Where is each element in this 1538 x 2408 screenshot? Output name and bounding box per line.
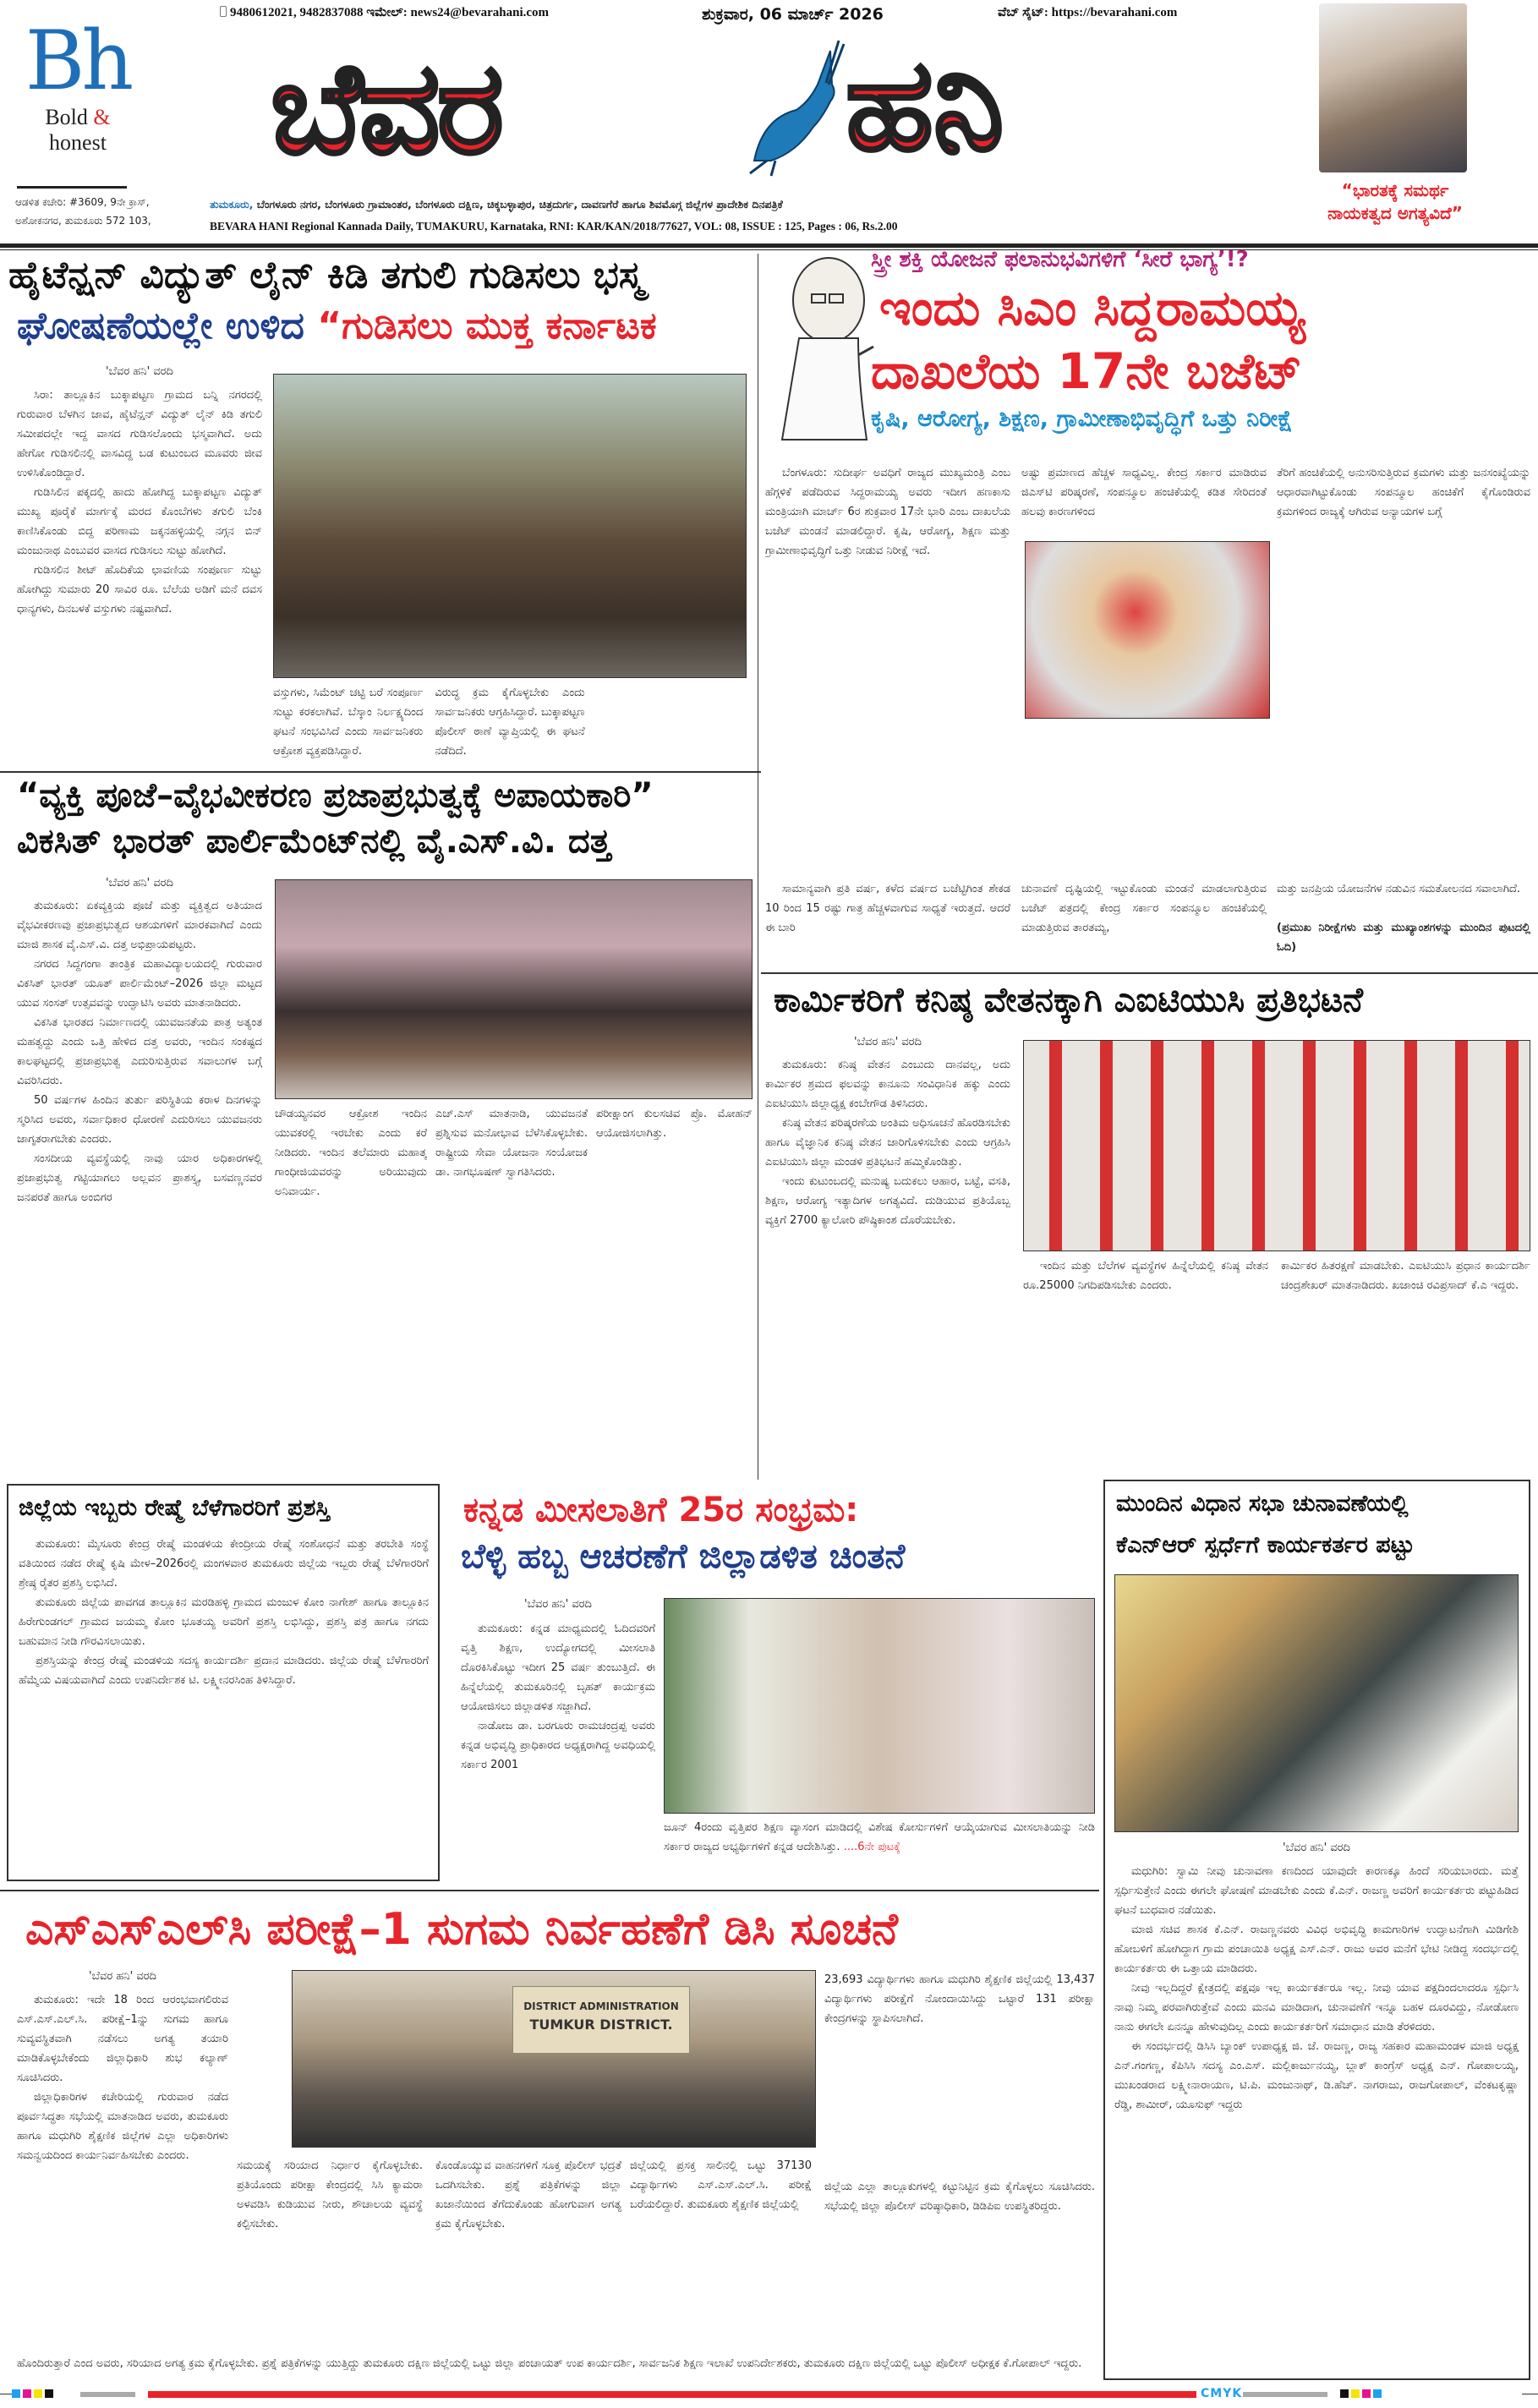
swatch-m: [23, 2389, 31, 2398]
burnt-hut-photo: [273, 374, 747, 678]
knr-para-4: ಈ ಸಂದರ್ಭದಲ್ಲಿ ಡಿಸಿಸಿ ಬ್ಯಾಂಕ್ ಉಪಾಧ್ಯಕ್ಷ ಜಿ. ಜೆ. ರಾಜಣ್ಣ, ರಾಜ್ಯ ಸಹಕಾರ ಮಹಾಮಂಡಳ ಮಾಜಿ ಅಧ್ಯಕ್ಷ ಎನ್.ಗಂಗಣ್ಣ, ಕೆಪಿಸಿಸಿ ಸದಸ್ಯ ಎಂ.ಎಸ್. ಮಲ್ಲಿಕಾರ್ಜುನಯ್ಯ, ಬ್ಲಾಕ್ ಕಾಂಗ್ರೆಸ್ ಅಧ್ಯಕ್ಷ ಎನ್. ಗೋಪಾಲಯ್ಯ, ಮುಖಂಡರಾದ ಲಕ್ಷ್ಮೀನಾರಾಯಣ, ಟಿ.ಪಿ. ಮಂಜುನಾಥ್, ಡಿ.ಹೆಚ್. ನಾಗರಾಜು, ರಾಜಗೋಪಾಲ್, ವೆಂಕಟಕೃಷ್ಣಾ ರೆಡ್ಡಿ, ಶಾಮೀರ್, ಯೂಸುಫ್ ಇದ್ದರು: [1114, 2040, 1519, 2111]
hut-para-3: ಗುಡಿಸಲಿನ ಶೀಟ್ ಹೊದಿಕೆಯ ಛಾವಣಿಯ ಸಂಪೂರ್ಣ ಸುಟ್ಟು ಹೋಗಿದ್ದು ಸುಮಾರು 20 ಸಾವಿರ ರೂ. ಬೆಲೆಯ ಅಡಿಗೆ ಮನೆ ದವಸ ಧಾನ್ಯಗಳು, ದಿನಬಳಕೆ ವಸ್ತುಗಳು ನಷ್ಟವಾಗಿದೆ.: [17, 564, 262, 616]
section-divider-aituc: [761, 972, 1538, 974]
datta-col-3: ಎಚ್.ಎಸ್ ಮಾತನಾಡಿ, ಯುವಜನತೆ ಪ್ರಶ್ನಿಸುವ ಮನೋಭಾವ ಬೆಳೆಸಿಕೊಳ್ಳಬೇಕು. ರಾಷ್ಟ್ರೀಯ ಸೇವಾ ಯೋಜನಾ ಸಂಯೋಜಕ ಡಾ. ನಾಗಭೂಷಣ್ ಸ್ವಾಗತಿಸಿದರು.: [435, 1108, 588, 1179]
photo-banner-line-2: TUMKUR DISTRICT.: [529, 2017, 673, 2033]
silk-para-1: ತುಮಕೂರು: ಮೈಸೂರು ಕೇಂದ್ರ ರೇಷ್ಮೆ ಮಂಡಳಿಯ ಕೇಂದ್ರೀಯ ರೇಷ್ಮೆ ಸಂಶೋಧನೆ ಮತ್ತು ತರಬೇತಿ ಸಂಸ್ಥೆ ವತಿಯಿಂದ ನಡೆದ ರೇಷ್ಮೆ ಕೃಷಿ ಮೇಳ–2026ರಲ್ಲಿ ಮಂಗಳವಾರ ತುಮಕೂರು ಜಿಲ್ಲೆಯ ಇಬ್ಬರು ರೇಷ್ಮೆ ಬೆಳೆಗಾರರಿಗೆ ಶ್ರೇಷ್ಠ ರೈತರ ಪ್ರಶಸ್ತಿ ಲಭಿಸಿದೆ.: [19, 1538, 429, 1590]
knr-para-2: ಮಾಜಿ ಸಚಿವ ಶಾಸಕ ಕೆ.ಎನ್. ರಾಜಣ್ಣನವರು ವಿವಿಧ ಅಭಿವೃದ್ಧಿ ಕಾಮಗಾರಿಗಳ ಉದ್ಘಾಟನೆಗಾಗಿ ಮಿಡಿಗೇಶಿ ಹೋಬಳಿಗೆ ಹೋಗಿದ್ದಾಗ ಗ್ರಾಮ ಪಂಚಾಯಿತಿ ಅಧ್ಯಕ್ಷ ಎಸ್.ಎನ್. ರಾಜು ಅವರ ಮನೆಗೆ ಭೇಟಿ ನೀಡಿದ್ದ ಸಂದರ್ಭದಲ್ಲಿ ಕಾರ್ಯಕರ್ತರು ಈ ಒತ್ತಾಯ ಮಾಡಿದರು.: [1114, 1924, 1519, 1975]
sslc-col-2: ಸಮಯಕ್ಕೆ ಸರಿಯಾದ ನಿರ್ಧಾರ ಕೈಗೊಳ್ಳಬೇಕು. ಪ್ರತಿಯೊಂದು ಪರೀಕ್ಷಾ ಕೇಂದ್ರದಲ್ಲಿ ಸಿಸಿ ಕ್ಯಾಮರಾ ಅಳವಡಿಸಿ ಕುಡಿಯುವ ನೀರು, ಶೌಚಾಲಯ ವ್ಯವಸ್ಥೆ ಕಲ್ಪಿಸಬೇಕು.: [237, 2159, 423, 2230]
aituc-col-2: ಇಂದಿನ ಮತ್ತು ಬೆಲೆಗಳ ವ್ಯವಸ್ಥೆಗಳ ಹಿನ್ನೆಲೆಯಲ್ಲಿ ಕನಿಷ್ಠ ವೇತನ ರೂ.25000 ನಿಗದಿಪಡಿಸಬೇಕು ಎಂದರು.: [1023, 1260, 1268, 1292]
hut-headline-2a: ಘೋಷಣೆಯಲ್ಲೇ ಉಳಿದ: [17, 304, 304, 348]
hut-byline: 'ಬೆವರ ಹನಿ' ವರದಿ: [106, 365, 173, 378]
sslc-byline: 'ಬೆವರ ಹನಿ' ವರದಿ: [89, 1970, 156, 1983]
cmyk-text: CMYK: [1201, 2387, 1243, 2400]
datta-para-5: ಸಂಸದೀಯ ವ್ಯವಸ್ಥೆಯಲ್ಲಿ ನಾವು ಯಾರ ಅಧಿಕಾರಗಳಲ್ಲಿ ಪ್ರಜಾಪ್ರಭುತ್ವ ಗಟ್ಟಿಯಾಗಲು ಅಲ್ಲವನ ಪ್ರಾಶಸ್ತ್ಯ, ಬಸವಣ್ಣನವರ ಜನಪರತೆ ಹಾಗೂ ಅಂಬಿಗರ: [17, 1152, 262, 1204]
datta-para-3: ವಿಕಸಿತ ಭಾರತದ ನಿರ್ಮಾಣದಲ್ಲಿ ಯುವಜನತೆಯ ಪಾತ್ರ ಅತ್ಯಂತ ಮಹತ್ವದ್ದು ಎಂದು ಒತ್ತಿ ಹೇಳಿದ ದತ್ತ ಅವರು, ಇಂದಿನ ಸಂಕಷ್ಟದ ಕಾಲಘಟ್ಟದಲ್ಲಿ ಪ್ರಜಾಪ್ರಭುತ್ವ ಎದುರಿಸುತ್ತಿರುವ ಸವಾಲುಗಳ ಬಗ್ಗೆ ವಿವರಿಸಿದರು.: [17, 1016, 262, 1087]
hut-headline-2b: “ಗುಡಿಸಲು ಮುಕ್ತ ಕರ್ನಾಟಕ: [317, 304, 657, 348]
knr-para-3: ನೀವು ಇಲ್ಲದಿದ್ದರೆ ಕ್ಷೇತ್ರದಲ್ಲಿ ಪಕ್ಷವೂ ಇಲ್ಲ ಕಾರ್ಯಕರ್ತರೂ ಇಲ್ಲ. ನೀವು ಯಾವ ಪಕ್ಷದಿಂದಲಾದರೂ ಸ್ಪರ್ಧಿಸಿ ನಾವು ನಿಮ್ಮ ಪರವಾಗಿರುತ್ತೇವೆ ಎಂದು ಮನವಿ ಮಾಡಿದಾಗ, ಚುನಾವಣೆಗೆ ಇನ್ನೂ ಬಹಳ ದೂರವಿದ್ದು, ನೋಡೋಣ ನಾನು ಈಗಲೇ ಏನನ್ನೂ ಹೇಳುವುದಿಲ್ಲ ಎಂದು ಕಾರ್ಯಕರ್ತರಿಗೆ ಸಮಾಧಾನ ಮಾಡಿ ತೆರಳಿದರು.: [1114, 1982, 1519, 2033]
budget-col-6: ಮತ್ತು ಜನಪ್ರಿಯ ಯೋಜನೆಗಳ ನಡುವಿನ ಸಮತೋಲನದ ಸವಾಲಾಗಿದೆ.: [1277, 883, 1521, 895]
cm-cartoon-icon: [765, 254, 875, 448]
datta-col-2: ಚೌಡಯ್ಯನವರ ಆಕ್ರೋಶ ಇಂದಿನ ಯುವಕರಲ್ಲಿ ಇರಬೇಕು ಎಂದು ಕರೆ ನೀಡಿದರು. ಇಂದಿನ ತಲೆಮಾರು ಮಹಾತ್ಮ ಗಾಂಧೀಜಿಯವರನ್ನು ಅರಿಯುವುದು ಅನಿವಾರ್ಯ.: [275, 1108, 427, 1198]
tagline-bold: Bold: [45, 105, 88, 129]
sslc-para-1: ತುಮಕೂರು: ಇದೇ 18 ರಿಂದ ಆರಂಭವಾಗಲಿರುವ ಎಸ್.ಎಸ್.ಎಲ್.ಸಿ. ಪರೀಕ್ಷೆ–1ನ್ನು ಸುಗಮ ಹಾಗೂ ಸುವ್ಯವಸ್ಥಿತವಾಗಿ ನಡೆಸಲು ಅಗತ್ಯ ತಯಾರಿ ಮಾಡಿಕೊಳ್ಳಬೇಕೆಂದು ಜಿಲ್ಲಾಧಿಕಾರಿ ಶುಭ ಕಲ್ಯಾಣ್ ಸೂಚಿಸಿದರು.: [17, 1994, 228, 2084]
knr-photo: [1114, 1574, 1519, 1832]
aituc-col-1: [765, 1055, 1010, 1486]
swatch-y2: [1351, 2389, 1360, 2398]
hut-para-2: ಗುಡಿಸಿಲಿನ ಪಕ್ಕದಲ್ಲಿ ಹಾದು ಹೋಗಿದ್ದ ಬುಕ್ಕಾಪಟ್ಟಣ ವಿದ್ಯುತ್ ಮುಖ್ಯ ಪೂರೈಕೆ ಮಾರ್ಗಕ್ಕೆ ಮರದ ಕೊಂಬೆಗಳು ತಗುಲಿ ಬೆಂಕಿ ಕಾಣಿಸಿಕೊಂಡು ಬಿದ್ದ ಪರಿಣಾಮ ಜಕ್ಕನಹಳ್ಳಿಯಲ್ಲಿ ನಗ್ಗನ ಬಿನ್ ಮಂಜುನಾಥ ಎಂಬುವರ ವಾಸದ ಗುಡಿಸಲು ಸುಟ್ಟು ಹೋಗಿದೆ.: [17, 486, 262, 557]
print-registration-bar: [0, 2389, 1538, 2400]
logo-tagline: [19, 105, 137, 156]
sslc-col-3: ಕೊಂಡೊಯ್ಯುವ ವಾಹನಗಳಿಗೆ ಸೂಕ್ತ ಪೊಲೀಸ್ ಭದ್ರತೆ ಒದಗಿಸಬೇಕು. ಪ್ರಶ್ನೆ ಪತ್ರಿಕೆಗಳನ್ನು ಜಿಲ್ಲಾ ಖಜಾನೆಯಿಂದ ತೆಗೆದುಕೊಂಡು ಹೋಗುವಾಗ ಅಗತ್ಯ ಕ್ರಮ ಕೈಗೊಳ್ಳಬೇಕು.: [435, 2159, 621, 2230]
silk-headline: ಜಿಲ್ಲೆಯ ಇಬ್ಬರು ರೇಷ್ಮೆ ಬೆಳೆಗಾರರಿಗೆ ಪ್ರಶಸ್ತಿ: [19, 1495, 331, 1521]
budget-col-3: ತೆರಿಗೆ ಹಂಚಿಕೆಯಲ್ಲಿ ಅನುಸರಿಸುತ್ತಿರುವ ಕ್ರಮಗಳು ಮತ್ತು ಜನಸಂಖ್ಯೆಯನ್ನು ಆಧಾರವಾಗಿಟ್ಟುಕೊಂಡು ಸಂಪನ್ಮೂಲ ಹಂಚಿಕೆಗೆ ಕೈಗೊಂಡಿರುವ ಕ್ರಮಗಳಿಂದ ರಾಜ್ಯಕ್ಕೆ ಆಗಿರುವ ಅನ್ಯಾಯಗಳ ಬಗ್ಗೆ: [1277, 467, 1530, 518]
aituc-para-2: ಕನಿಷ್ಠ ವೇತನ ಪರಿಷ್ಕರಣೆಯ ಅಂತಿಮ ಅಧಿಸೂಚನೆ ಹೊರಡಿಸಬೇಕು ಹಾಗೂ ವೈಜ್ಞಾನಿಕ ಕನಿಷ್ಠ ವೇತನ ಜಾರಿಗೊಳಿಸಬೇಕು ಎಂದು ಆಗ್ರಹಿಸಿ ಎಐಟಿಯುಸಿ ಜಿಲ್ಲಾ ಮಂಡಳಿ ಪ್ರತಿಭಟನೆ ಹಮ್ಮಿಕೊಂಡಿತ್ತು.: [765, 1117, 1010, 1168]
hut-para-4: ವಸ್ತುಗಳು, ಸಿಮೆಂಟ್ ಚಟ್ಟಿ ಬರೆ ಸಂಪೂರ್ಣ ಸುಟ್ಟು ಕರಕಲಾಗಿವೆ. ಬೆಸ್ಕಾಂ ನಿರ್ಲಕ್ಷ್ಯದಿಂದ ಘಟನೆ ಸಂಭವಿಸಿದೆ ಎಂದು ಸಾರ್ವಜನಿಕರು ಆಕ್ರೋಶ ವ್ಯಕ್ತಪಡಿಸಿದ್ದಾರೆ.: [273, 687, 424, 758]
aituc-headline: ಕಾರ್ಮಿಕರಿಗೆ ಕನಿಷ್ಠ ವೇತನಕ್ಕಾಗಿ ಎಐಟಿಯುಸಿ ಪ್ರತಿಭಟನೆ: [774, 981, 1363, 1020]
grey-bar-right: [1243, 2392, 1327, 2397]
kannada-caption-text: ಜೂನ್ 4ರಂದು ವೃತ್ತಿಪರ ಶಿಕ್ಷಣ ವ್ಯಾಸಂಗ ಮಾಡಿದಲ್ಲಿ ವಿಶೇಷ ಕೋರ್ಸುಗಳಿಗೆ ಆಯ್ಕೆಯಾಗುವ ಮೀಸಲಾತಿಯನ್ನು ನೀಡಿ ಸರ್ಕಾರ ರಾಜ್ಯದ ಅಭ್ಯರ್ಥಿಗಳಿಗೆ ಕನ್ನಡ ಆದೇಶಿಸಿತ್ತು.: [664, 1821, 1095, 1853]
aituc-para-3: ಇಂದು ಕುಟುಂಬದಲ್ಲಿ ಮನುಷ್ಯ ಬದುಕಲು ಆಹಾರ, ಬಟ್ಟೆ, ವಸತಿ, ಶಿಕ್ಷಣ, ಆರೋಗ್ಯ ಇತ್ಯಾದಿಗಳ ಅಗತ್ಯವಿದೆ. ದುಡಿಯುವ ಪ್ರತಿಯೊಬ್ಬ ವ್ಯಕ್ತಿಗೆ 2700 ಕ್ಯಾಲೋರಿ ಪೌಷ್ಠಿಕಾಂಶ ದೊರೆಯಬೇಕು.: [765, 1175, 1010, 1227]
swatches-right: [1340, 2389, 1382, 2398]
office-address: [15, 193, 184, 230]
sslc-col-6: ಜಿಲ್ಲೆಯ ಎಲ್ಲಾ ತಾಲ್ಲೂಕುಗಳಲ್ಲಿ ಕಟ್ಟುನಿಟ್ಟಿನ ಕ್ರಮ ಕೈಗೊಳ್ಳಲು ಸೂಚಿಸಿದರು. ಸಭೆಯಲ್ಲಿ ಜಿಲ್ಲಾ ಪೊಲೀಸ್ ವರಿಷ್ಠಾಧಿಕಾರಿ, ಡಿಡಿಪಿಐ ಉಪಸ್ಥಿತರಿದ್ದರು.: [824, 2181, 1095, 2213]
felicitation-photo: [664, 1598, 1095, 1814]
kannada-headline-1: ಕನ್ನಡ ಮೀಸಲಾತಿಗೆ 25ರ ಸಂಭ್ರಮ:: [463, 1491, 859, 1530]
kannada-caption: [664, 1818, 1095, 1877]
swatches-left: [12, 2389, 53, 2398]
knr-body: [1114, 1862, 1519, 2373]
sslc-tail-1: ಹೊಂದಿರುತ್ತಾರೆ ಎಂದ ಅವರು, ಸರಿಯಾದ ಅಗತ್ಯ ಕ್ರಮ ಕೈಗೊಳ್ಳಬೇಕು. ಪ್ರಶ್ನೆ ಪತ್ರಿಕೆಗಳನ್ನು ಯುತ್ತಿದ್ದು ತುಮಕೂರು ದಕ್ಷಿಣ ಜಿಲ್ಲೆಯಲ್ಲಿ ಒಟ್ಟು: [17, 2357, 492, 2370]
photo-banner: [512, 1986, 690, 2054]
cm-speech-photo: [1025, 541, 1270, 719]
kannada-col-1: [461, 1619, 655, 1864]
quote-line-1: “ಭಾರತಕ್ಕೆ ಸಮರ್ಥ: [1341, 180, 1449, 200]
district-list: ಬೆಂಗಳೂರು ನಗರ, ಬೆಂಗಳೂರು ಗ್ರಾಮಾಂತರ, ಬೆಂಗಳೂರು ದಕ್ಷಿಣ, ಚಿಕ್ಕಬಳ್ಳಾಪುರ, ಚಿತ್ರದುರ್ಗ, ದಾವಣಗೆರೆ ಹಾಗೂ ಶಿವಮೊಗ್ಗ ಜಿಲ್ಲೆಗಳ ಪ್ರಾದೇಶಿಕ ದಿನಪತ್ರಿಕೆ: [256, 198, 783, 211]
bh-logo: [19, 14, 137, 156]
district-home: ತುಮಕೂರು,: [210, 198, 254, 211]
datta-col-1: [17, 896, 262, 1488]
budget-col-1: ಬೆಂಗಳೂರು: ಸುದೀರ್ಘ ಅವಧಿಗೆ ರಾಜ್ಯದ ಮುಖ್ಯಮಂತ್ರಿ ಎಂಬ ಹೆಗ್ಗಳಿಕೆ ಪಡೆದಿರುವ ಸಿದ್ದರಾಮಯ್ಯ ಅವರು ಇದೀಗ ಹಣಕಾಸು ಮಂತ್ರಿಯಾಗಿ ಮಾರ್ಚ್ 6ರ ಶುಕ್ರವಾರ 17ನೇ ಭಾರಿ ಎಂಬ ದಾಖಲೆಯ ಬಜೆಟ್ ಮಂಡನೆ ಮಾಡಲಿದ್ದಾರೆ. ಕೃಷಿ, ಆರೋಗ್ಯ, ಶಿಕ್ಷಣ ಮತ್ತು ಗ್ರಾಮೀಣಾಭಿವೃದ್ಧಿಗೆ ಒತ್ತು ನೀಡುವ ನಿರೀಕ್ಷೆ ಇದೆ.: [765, 467, 1010, 557]
datta-headline-2: ವಿಕಸಿತ್ ಭಾರತ್ ಪಾರ್ಲಿಮೆಂಟ್‌ನಲ್ಲಿ ವೈ.ಎಸ್.ವಿ. ದತ್ತ: [17, 822, 611, 861]
silk-body: [19, 1535, 429, 1873]
coverage-districts: [210, 198, 783, 211]
aituc-para-1: ತುಮಕೂರು: ಕನಿಷ್ಠ ವೇತನ ಎಂಬುದು ದಾನವಲ್ಲ, ಅದು ಕಾರ್ಮಿಕರ ಶ್ರಮದ ಫಲವನ್ನು ಕಾನೂನು ಸಂವಿಧಾನಿಕ ಹಕ್ಕು ಎಂದು ಎಐಟಿಯುಸಿ ಜಿಲ್ಲಾಧ್ಯಕ್ಷ ಕಂಬೇಗೌಡ ತಿಳಿಸಿದರು.: [765, 1059, 1010, 1110]
hut-body-col1: [17, 386, 262, 698]
red-bar: [148, 2391, 1196, 2398]
portrait-photo: [1319, 3, 1467, 172]
address-line-1: ಆಡಳಿತ ಕಚೇರಿ: #3609, 9ನೇ ಕ್ರಾಸ್,: [15, 196, 150, 208]
kannada-para-2: ನಾಡೋಜ ಡಾ. ಬರಗೂರು ರಾಮಚಂದ್ರಪ್ಪ ಅವರು ಕನ್ನಡ ಅಭಿವೃದ್ಧಿ ಪ್ರಾಧಿಕಾರದ ಅಧ್ಯಕ್ಷರಾಗಿದ್ದ ಅವಧಿಯಲ್ಲಿ ಸರ್ಕಾರ 2001: [461, 1720, 655, 1771]
kannada-para-1: ತುಮಕೂರು: ಕನ್ನಡ ಮಾಧ್ಯಮದಲ್ಲಿ ಓದಿದವರಿಗೆ ವೃತ್ತಿ ಶಿಕ್ಷಣ, ಉದ್ಯೋಗದಲ್ಲಿ ಮೀಸಲಾತಿ ದೊರಕಿಸಿಕೊಟ್ಟು ಇದೀಗ 25 ವರ್ಷ ತುಂಬುತ್ತಿದೆ. ಈ ಹಿನ್ನೆಲೆಯಲ್ಲಿ ತುಮಕೂರಿನಲ್ಲಿ ಬೃಹತ್ ಕಾರ್ಯಕ್ರಮ ಆಯೋಜಿಸಲು ಜಿಲ್ಲಾಡಳಿತ ಸಜ್ಜಾಗಿದೆ.: [461, 1623, 655, 1713]
contact-info: [220, 5, 549, 20]
masthead-rule-thin: [0, 249, 1538, 250]
datta-para-2: ನಗರದ ಸಿದ್ದಗಂಗಾ ತಾಂತ್ರಿಕ ಮಹಾವಿದ್ಯಾಲಯದಲ್ಲಿ ಗುರುವಾರ ವಿಕಸಿತ್ ಭಾರತ್ ಯೂತ್ ಪಾರ್ಲಿಮೆಂಟ್–2026 ಜಿಲ್ಲಾ ಮಟ್ಟದ ಯುವ ಸಂಸತ್ ಉತ್ಸವವನ್ನು ಉದ್ಘಾಟಿಸಿ ಅವರು ಮಾತನಾಡಿದರು.: [17, 958, 262, 1010]
blackbuck-logo-icon: [737, 34, 856, 178]
hut-para-1: ಸಿರಾ: ತಾಲ್ಲೂಕಿನ ಬುಕ್ಕಾಪಟ್ಟಣ ಗ್ರಾಮದ ಬನ್ನಿ ನಗರದಲ್ಲಿ ಗುರುವಾರ ಬೆಳಗಿನ ಜಾವ, ಹೈಟೆನ್ಷನ್ ವಿದ್ಯುತ್ ಲೈನ್ ಕಿಡಿ ತಗುಲಿ ಸಮೀಪದಲ್ಲೇ ಇದ್ದ ವಾಸದ ಗುಡಿಸಲೊಂದು ಭಸ್ಮವಾಗಿದೆ. ಅದು ಹೇಗೋ ಗುಡಿಸಲಿನಲ್ಲಿ ವಾಸವಿದ್ದ ಬಡ ಕುಟುಂಬದ ಮೂವರು ಜೀವ ಉಳಿಸಿಕೊಂಡಿದ್ದಾರೆ.: [17, 389, 262, 479]
sslc-meeting-photo: [292, 1970, 816, 2148]
datta-col-4: ಪರೀಕ್ಷಾಂಗ ಕುಲಸಚಿವ ಪ್ರೊ. ಮೋಹನ್ ಆಯೋಜಿಸಲಾಗಿತ್ತು.: [596, 1108, 753, 1140]
hut-headline-2: [17, 304, 657, 348]
knr-byline: 'ಬೆವರ ಹನಿ' ವರದಿ: [1283, 1842, 1350, 1854]
swatch-k: [45, 2389, 53, 2398]
sslc-col-5: 23,693 ವಿದ್ಯಾರ್ಥಿಗಳು ಹಾಗೂ ಮಧುಗಿರಿ ಶೈಕ್ಷಣಿಕ ಜಿಲ್ಲೆಯಲ್ಲಿ 13,437 ವಿದ್ಯಾರ್ಥಿಗಳು ಪರೀಕ್ಷೆಗೆ ನೋಂದಾಯಿಸಿದ್ದು ಒಟ್ಟಾರೆ 131 ಪರೀಕ್ಷಾ ಕೇಂದ್ರಗಳನ್ನು ಸ್ಥಾಪಿಸಲಾಗಿದೆ.: [824, 1973, 1095, 2025]
sslc-col-1: [17, 1990, 228, 2375]
rni-line: BEVARA HANI Regional Kannada Daily, TUMAKURU, Karnataka, RNI: KAR/KAN/2018/77627, VOL: 08, ISSUE : 125, Pages : 06, Rs.2.00: [210, 220, 898, 233]
budget-col-4: ಸಾಮಾನ್ಯವಾಗಿ ಪ್ರತಿ ವರ್ಷ, ಕಳೆದ ವರ್ಷದ ಬಜೆಟ್ಟಿಗಿಂತ ಶೇಕಡ 10 ರಿಂದ 15 ರಷ್ಟು ಗಾತ್ರ ಹೆಚ್ಚಳವಾಗುವ ಸಾಧ್ಯತೆ ಇರುತ್ತದೆ. ಆದರೆ ಈ ಬಾರಿ: [765, 883, 1010, 934]
kannada-byline: 'ಬೆವರ ಹನಿ' ವರದಿ: [524, 1598, 592, 1611]
swatch-y: [34, 2389, 42, 2398]
datta-headline-1: “ವ್ಯಕ್ತಿ ಪೂಜೆ–ವೈಭವೀಕರಣ ಪ್ರಜಾಪ್ರಭುತ್ವಕ್ಕೆ ಅಪಾಯಕಾರಿ”: [17, 776, 654, 815]
logo-divider: [17, 186, 127, 189]
knr-para-1: ಮಧುಗಿರಿ: ಸ್ವಾಮಿ ನೀವು ಚುನಾವಣಾ ಕಣದಿಂದ ಯಾವುದೇ ಕಾರಣಕ್ಕೂ ಹಿಂದೆ ಸರಿಯಬಾರದು. ಮತ್ತೆ ಸ್ಪರ್ಧಿಸುತ್ತೇನೆ ಎಂದು ಈಗಲೇ ಘೋಷಣೆ ಮಾಡಬೇಕು ಎಂದು ಕೆ.ಎನ್. ರಾಜಣ್ಣ ಅವರಿಗೆ ಕಾರ್ಯಕರ್ತರು ಪಟ್ಟುಹಿಡಿದ ಘಟನೆ ಬುಧವಾರ ನಡೆಯಿತು.: [1114, 1865, 1519, 1917]
phone-icon: [220, 6, 227, 17]
datta-event-photo: [275, 879, 753, 1099]
swatch-k2: [1340, 2389, 1349, 2398]
sslc-headline: ಎಸ್‌ಎಸ್‌ಎಲ್‌ಸಿ ಪರೀಕ್ಷೆ–1 ಸುಗಮ ನಿರ್ವಹಣೆಗೆ ಡಿಸಿ ಸೂಚನೆ: [25, 1904, 898, 1955]
budget-col-2: ಅಷ್ಟು ಪ್ರಮಾಣದ ಹೆಚ್ಚಳ ಸಾಧ್ಯವಿಲ್ಲ. ಕೇಂದ್ರ ಸರ್ಕಾರ ಮಾಡಿರುವ ಜಿಎಸ್‌ಟಿ ಪರಿಷ್ಕರಣೆ, ಸಂಪನ್ಮೂಲ ಹಂಚಿಕೆಯಲ್ಲಿ ಕಡಿತ ಸೇರಿದಂತೆ ಹಲವು ಕಾರಣಗಳಿಂದ: [1021, 467, 1267, 518]
hut-para-5: ವಿರುದ್ಧ ಕ್ರಮ ಕೈಗೊಳ್ಳಬೇಕು ಎಂದು ಸಾರ್ವಜನಿಕರು ಆಗ್ರಹಿಸಿದ್ದಾರೆ. ಬುಕ್ಕಾಪಟ್ಟಣ ಪೊಲೀಸ್ ಠಾಣೆ ವ್ಯಾಪ್ತಿಯಲ್ಲಿ ಈ ಘಟನೆ ನಡೆದಿದೆ.: [435, 687, 585, 758]
section-divider-sslc: [0, 1890, 1099, 1891]
issue-date: ಶುಕ್ರವಾರ, 06 ಮಾರ್ಚ್ 2026: [702, 5, 884, 24]
hut-headline-1: ಹೈಟೆನ್ಷನ್ ವಿದ್ಯುತ್ ಲೈನ್ ಕಿಡಿ ತಗುಲಿ ಗುಡಿಸಲು ಭಸ್ಮ: [8, 254, 644, 297]
hut-body-bottom: [273, 683, 747, 768]
grey-bar-left: [80, 2392, 135, 2397]
newspaper-title-right: ಹನಿ: [846, 32, 1004, 179]
budget-subhead: ಕೃಷಿ, ಆರೋಗ್ಯ, ಶಿಕ್ಷಣ, ಗ್ರಾಮೀಣಾಭಿವೃದ್ಧಿಗೆ ಒತ್ತು ನಿರೀಕ್ಷೆ: [871, 406, 1293, 432]
datta-para-4: 50 ವರ್ಷಗಳ ಹಿಂದಿನ ತುರ್ತು ಪರಿಸ್ಥಿತಿಯ ಕರಾಳ ದಿನಗಳನ್ನು ಸ್ಮರಿಸಿದ ಅವರು, ಸರ್ವಾಧಿಕಾರ ಧೋರಣೆ ಎದುರಿಸಲು ಯುವಜನರು ಜಾಗೃತರಾಗಬೇಕು ಎಂದರು.: [17, 1094, 262, 1146]
cmyk-label: [1201, 2387, 1242, 2400]
budget-kicker: ಸ್ತ್ರೀ ಶಕ್ತಿ ಯೋಜನೆ ಫಲಾನುಭವಿಗಳಿಗೆ ‘ಸೀರೆ ಭಾಗ್ಯ’!?: [871, 247, 1249, 272]
sslc-last-line: [17, 2354, 1099, 2374]
sslc-tail-2: ಜಿಲ್ಲಾ ಪಂಚಾಯತ್ ಉಪ ಕಾರ್ಯದರ್ಶಿ, ಸಾರ್ವಜನಿಕ ಶಿಕ್ಷಣ ಇಲಾಖೆ ಉಪನಿರ್ದೇಶಕರು, ತುಮಕೂರು ದಕ್ಷಿಣ ಜಿಲ್ಲೆಯಲ್ಲಿ ಒಟ್ಟು ಪೊಲೀಸ್ ಅಧೀಕ್ಷಕ ಕೆ.ಗೋಪಾಲ್ ಇದ್ದರು.: [495, 2357, 1082, 2370]
continued-link[interactable]: ....6ನೇ ಪುಟಕ್ಕೆ: [843, 1841, 900, 1853]
swatch-c: [12, 2389, 20, 2398]
swatch-c2: [1373, 2389, 1382, 2398]
address-line-2: ಅಶೋಕನಗರ, ತುಮಕೂರು 572 103,: [15, 215, 151, 227]
swatch-m2: [1362, 2389, 1371, 2398]
aituc-byline: 'ಬೆವರ ಹನಿ' ವರದಿ: [854, 1036, 922, 1048]
silk-para-3: ಪ್ರಶಸ್ತಿಯನ್ನು ಕೇಂದ್ರ ರೇಷ್ಮೆ ಮಂಡಳಿಯ ಸದಸ್ಯ ಕಾರ್ಯದರ್ಶಿ ಪ್ರದಾನ ಮಾಡಿದರು. ಜಿಲ್ಲೆಯ ರೇಷ್ಮೆ ಬೆಳೆಗಾರರಿಗೆ ಹೆಮ್ಮೆಯ ವಿಷಯವಾಗಿದೆ ಎಂದು ಉಪನಿರ್ದೇಶಕ ಟಿ. ಲಕ್ಷ್ಮೀನರಸಿಂಹ ತಿಳಿಸಿದ್ದಾರೆ.: [19, 1655, 429, 1687]
datta-byline: 'ಬೆವರ ಹನಿ' ವರದಿ: [106, 877, 173, 889]
protest-photo: [1023, 1040, 1530, 1251]
kannada-headline-2: ಬೆಳ್ಳಿ ಹಬ್ಬ ಆಚರಣೆಗೆ ಜಿಲ್ಲಾಡಳಿತ ಚಿಂತನೆ: [461, 1537, 906, 1576]
tagline-amp: &: [93, 105, 111, 129]
sslc-col-4: ಜಿಲ್ಲೆಯಲ್ಲಿ ಪ್ರಸಕ್ತ ಸಾಲಿನಲ್ಲಿ ಒಟ್ಟು 37130 ವಿದ್ಯಾರ್ಥಿಗಳು ಎಸ್.ಎಸ್.ಎಲ್.ಸಿ. ಪರೀಕ್ಷೆ ಬರೆಯಲಿದ್ದಾರೆ. ತುಮಕೂರು ಶೈಕ್ಷಣಿಕ ಜಿಲ್ಲೆಯಲ್ಲಿ: [630, 2159, 812, 2211]
sslc-para-2: ಜಿಲ್ಲಾಧಿಕಾರಿಗಳ ಕಚೇರಿಯಲ್ಲಿ ಗುರುವಾರ ನಡೆದ ಪೂರ್ವಸಿದ್ಧತಾ ಸಭೆಯಲ್ಲಿ ಮಾತನಾಡಿದ ಅವರು, ತುಮಕೂರು ಹಾಗೂ ಮಧುಗಿರಿ ಶೈಕ್ಷಣಿಕ ಜಿಲ್ಲೆಗಳ ಎಲ್ಲಾ ಅಧಿಕಾರಿಗಳು ಸಮನ್ವಯದಿಂದ ಕಾರ್ಯನಿರ್ವಹಿಸಬೇಕು ಎಂದರು.: [17, 2091, 228, 2162]
tagline-honest: honest: [49, 130, 107, 155]
knr-headline-1: ಮುಂದಿನ ವಿಧಾನ ಸಭಾ ಚುನಾವಣೆಯಲ್ಲಿ: [1116, 1491, 1409, 1517]
newspaper-title-left: ಬೆವರ: [271, 36, 501, 183]
aituc-col-3: ಕಾರ್ಮಿಕರ ಹಿತರಕ್ಷಣೆ ಮಾಡಬೇಕು. ಎಐಟಿಯುಸಿ ಪ್ರಧಾನ ಕಾರ್ಯದರ್ಶಿ ಚಂದ್ರಶೇಖರ್ ಮಾತನಾಡಿದರು. ಖಜಾಂಚಿ ರವಿಪ್ರಸಾದ್ ಕೆ.ಎ ಇದ್ದರು.: [1281, 1260, 1530, 1292]
section-divider-datta: [0, 771, 761, 773]
budget-col-5: ಚುನಾವಣೆ ದೃಷ್ಟಿಯಲ್ಲಿ ಇಟ್ಟುಕೊಂಡು ಮಂಡನೆ ಮಾಡಲಾಗುತ್ತಿರುವ ಬಜೆಟ್ ಪತ್ರದಲ್ಲಿ ಕೇಂದ್ರ ಸರ್ಕಾರ ಸಂಪನ್ಮೂಲ ಹಂಚಿಕೆಯಲ್ಲಿ ಮಾಡುತ್ತಿರುವ ತಾರತಮ್ಯ,: [1021, 883, 1267, 934]
datta-para-1: ತುಮಕೂರು: ಏಕವ್ಯಕ್ತಿಯ ಪೂಜೆ ಮತ್ತು ವ್ಯಕ್ತಿತ್ವದ ಅತಿಯಾದ ವೈಭವೀಕರಣವು ಪ್ರಜಾಪ್ರಭುತ್ವದ ಆಶಯಗಳಿಗೆ ಮಾರಕವಾಗಿದೆ ಎಂದು ಮಾಜಿ ಶಾಸಕ ವೈ.ಎಸ್.ವಿ. ದತ್ತ ಅಭಿಪ್ರಾಯಪಟ್ಟರು.: [17, 900, 262, 951]
portrait-quote: [1268, 179, 1522, 225]
masthead-rule: [0, 244, 1538, 248]
silk-para-2: ತುಮಕೂರು ಜಿಲ್ಲೆಯ ಪಾವಗಡ ತಾಲ್ಲೂಕಿನ ಮರಡಿಹಳ್ಳಿ ಗ್ರಾಮದ ಮಂಜುಳ ಕೋಂ ನಾಗೇಶ್ ಹಾಗೂ ತಾಲ್ಲೂಕಿನ ಹಿರೇಗುಂಡಗಲ್ ಗ್ರಾಮದ ಜಯಮ್ಮ ಕೋಂ ಭೂತಯ್ಯ ಅವರಿಗೆ ಪ್ರಶಸ್ತಿ ಲಭಿಸಿದ್ದು, ಪ್ರಶಸ್ತಿ ಪತ್ರ ಹಾಗೂ ನಗದು ಬಹುಮಾನ ನೀಡಿ ಗೌರವಿಸಲಾಯಿತು.: [19, 1596, 429, 1648]
website-link[interactable]: ವೆಬ್ ಸೈಟ್: https://bevarahani.com: [998, 6, 1178, 19]
budget-headline-1: ಇಂದು ಸಿಎಂ ಸಿದ್ದರಾಮಯ್ಯ: [879, 279, 1305, 337]
contact-text: 9480612021, 9482837088 ಇಮೇಲ್: news24@bevarahani.com: [230, 6, 550, 19]
logo-letters: Bh: [25, 14, 131, 108]
knr-headline-2: ಕೆಎನ್‌ಆರ್ ಸ್ಪರ್ಧೆಗೆ ಕಾರ್ಯಕರ್ತರ ಪಟ್ಟು: [1116, 1532, 1415, 1558]
budget-headline-2: ದಾಖಲೆಯ 17ನೇ ಬಜೆಟ್: [871, 342, 1303, 400]
quote-line-2: ನಾಯಕತ್ವದ ಅಗತ್ಯವಿದೆ”: [1327, 203, 1463, 223]
photo-banner-line-1: DISTRICT ADMINISTRATION: [523, 2000, 679, 2012]
budget-continue-note: (ಪ್ರಮುಖ ನಿರೀಕ್ಷೆಗಳು ಮತ್ತು ಮುಖ್ಯಾಂಶಗಳನ್ನು ಮುಂದಿನ ಪುಟದಲ್ಲಿ ಓದಿ): [1277, 922, 1530, 954]
